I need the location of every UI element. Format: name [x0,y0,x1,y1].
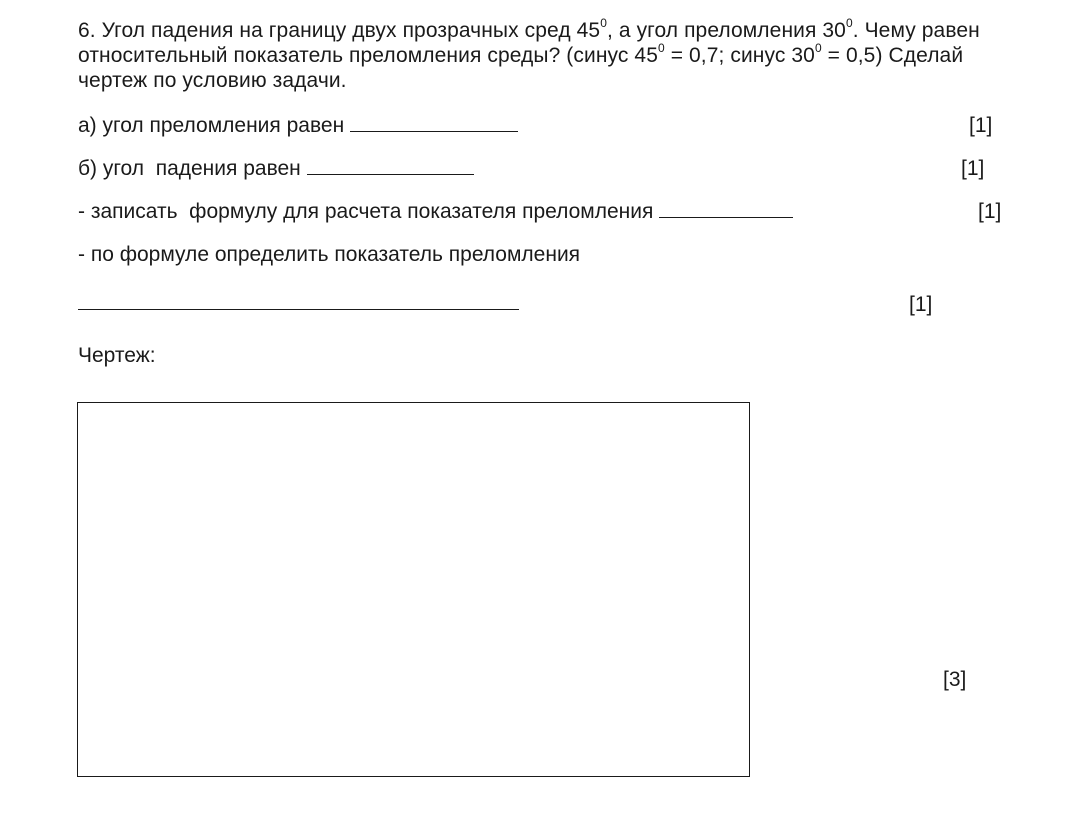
task-text-4: = 0,7; синус 30 [664,44,815,67]
drawing-label: Чертеж: [78,344,156,367]
formula-label: - записать формулу для расчета показателя преломления [78,200,660,223]
task-text-1: 6. Угол падения на границу двух прозрачных сред 45 [78,19,601,42]
drawing-area[interactable] [77,402,750,777]
item-b-score: [1] [961,157,985,180]
item-a-row [78,113,518,139]
degree-superscript-4: 0 [814,41,822,55]
item-a-score: [1] [969,114,993,137]
degree-superscript-2: 0 [845,16,853,30]
degree-superscript-3: 0 [657,41,665,55]
item-a-answer-blank[interactable] [350,113,518,132]
task-statement [78,18,1038,93]
compute-score: [1] [909,293,933,316]
task-text-2: , а угол преломления 30 [606,19,846,42]
compute-label: - по формуле определить показатель преломления [78,243,581,266]
formula-row [78,199,793,225]
formula-score: [1] [978,200,1002,223]
compute-row [78,242,580,268]
task-text-3: . Чему равен относительный показатель преломления среды? (синус 45 [78,19,980,67]
item-b-answer-blank[interactable] [307,156,474,175]
formula-answer-blank[interactable] [659,199,793,218]
degree-superscript-1: 0 [600,16,607,30]
drawing-score: [3] [943,668,967,691]
compute-answer-row [78,291,519,317]
task-text-5: = 0,5) Сделай чертеж по условию задачи. [78,44,964,92]
compute-answer-blank[interactable] [78,291,519,310]
item-b-label: б) угол падения равен [78,157,307,180]
item-b-row [78,156,474,182]
item-a-label: а) угол преломления равен [78,114,351,137]
